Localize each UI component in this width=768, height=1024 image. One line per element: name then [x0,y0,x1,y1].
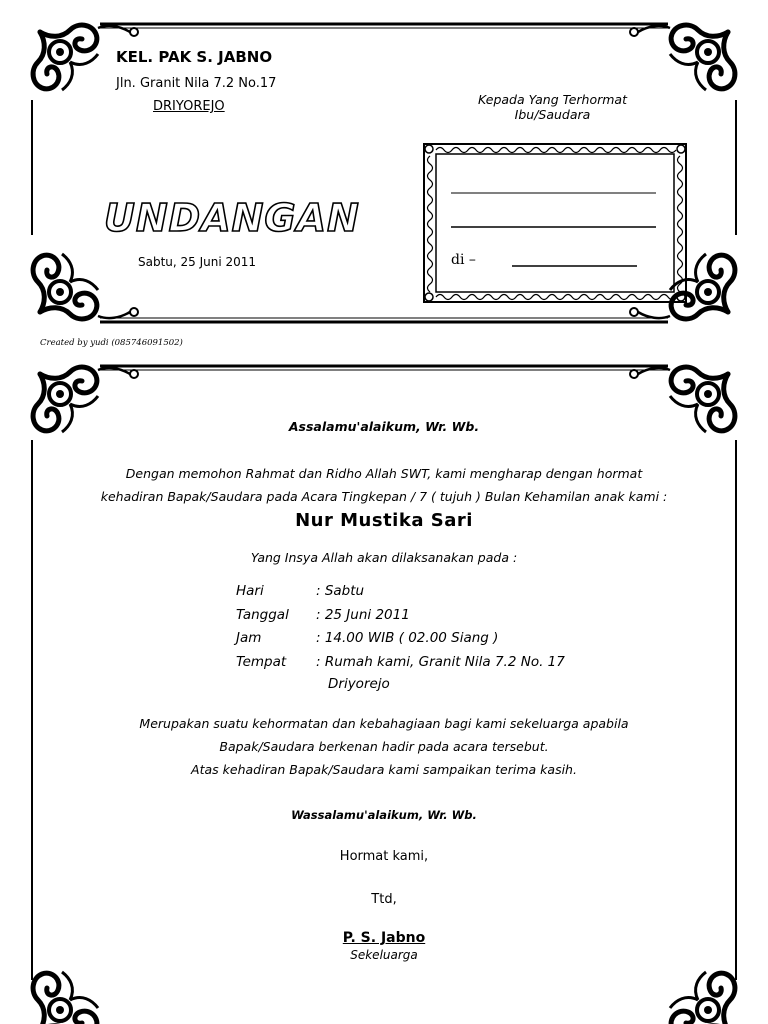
farewell: Wassalamu'alaikum, Wr. Wb. [291,808,477,822]
sender-city: DRIYOREJO [153,99,225,114]
event-intro: Yang Insya Allah akan dilaksanakan pada : [250,550,518,565]
signer-role: Sekeluarga [350,948,418,962]
sender-address: Jln. Granit Nila 7.2 No.17 [116,76,277,91]
intro-line-2: kehadiran Bapak/Saudara pada Acara Tingkepan / 7 ( tujuh ) Bulan Kehamilan anak kami : [100,489,668,504]
regards: Hormat kami, [339,849,429,864]
detail-value-date: : 25 Juni 2011 [316,607,410,623]
closing-line-1: Merupakan suatu kehormatan dan kebahagiaan bagi kami sekeluarga apabila [139,716,629,731]
intro-line-1: Dengan memohon Rahmat dan Ridho Allah SWT, kami mengharap dengan hormat [125,466,643,481]
signature-mark: Ttd, [371,892,397,907]
recipient-line-2: Ibu/Saudara [514,107,591,122]
signer-name: P. S. Jabno [342,930,426,946]
detail-value-time: : 14.00 WIB ( 02.00 Siang ) [316,630,499,646]
intro-paragraph [0,462,768,508]
address-di-label: di – [451,252,476,268]
greeting: Assalamu'alaikum, Wr. Wb. [288,419,480,434]
closing-line-3: Atas kehadiran Bapak/Saudara kami sampaikan terima kasih. [191,762,577,777]
recipient-line-1: Kepada Yang Terhormat [478,92,627,107]
detail-value-place-line2: Driyorejo [328,676,390,692]
child-name: Nur Mustika Sari [295,510,473,531]
detail-value-day: : Sabtu [316,583,365,599]
detail-label-day: Hari [236,583,264,599]
cover-date: Sabtu, 25 Juni 2011 [138,255,257,269]
invitation-title: UNDANGAN [104,196,360,240]
sender-name: KEL. PAK S. JABNO [116,48,273,66]
closing-paragraph [0,712,768,781]
closing-line-2: Bapak/Saudara berkenan hadir pada acara tersebut. [219,739,549,754]
detail-label-place: Tempat [236,654,287,670]
detail-label-time: Jam [236,630,262,646]
detail-label-date: Tanggal [236,607,289,623]
detail-value-place: : Rumah kami, Granit Nila 7.2 No. 17 [316,654,565,670]
creator-credit: Created by yudi (085746091502) [40,338,183,348]
recipient-heading [440,92,665,122]
